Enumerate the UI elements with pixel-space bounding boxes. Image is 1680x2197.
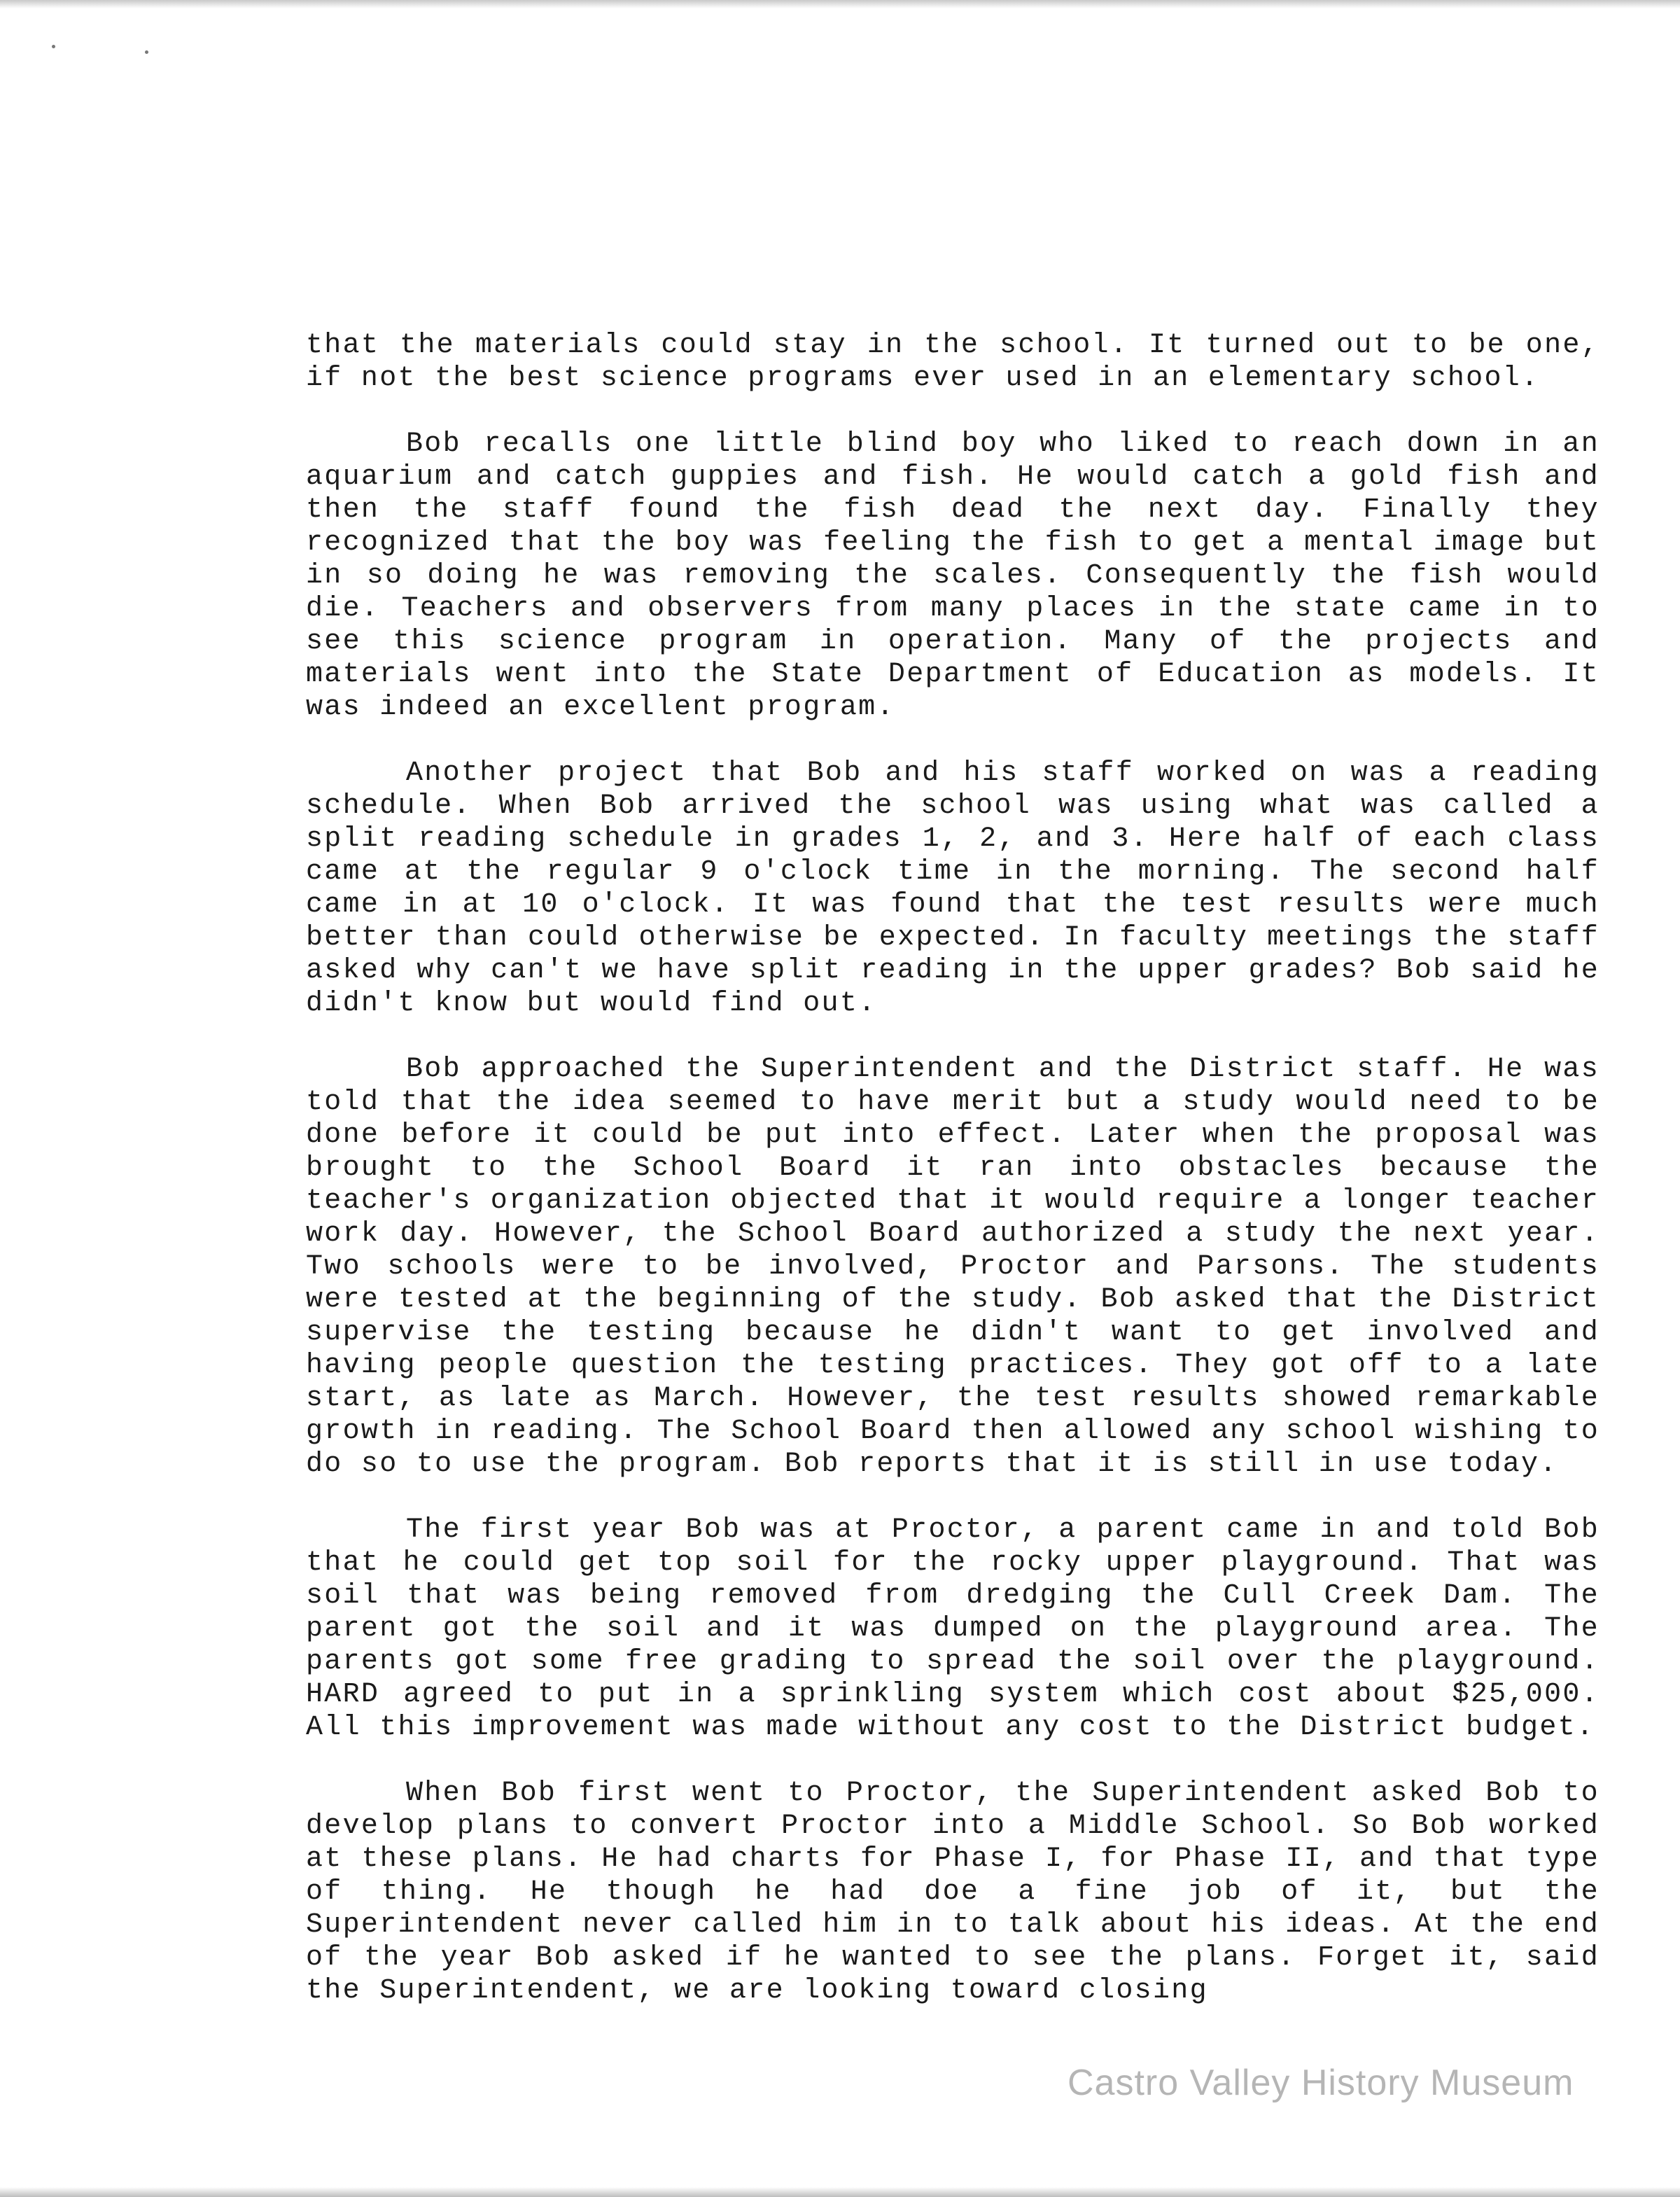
scan-speck [52,45,55,48]
paragraph-2: Bob recalls one little blind boy who liked to reach down in an aquarium and catch guppies and fish. He would catch a gold fish and then the staff found the fish dead the next day. Finally they recognized that the boy was feeling the fish to get a mental image but in so doing he was removing the scales. Consequently the fish would die. Teachers and observers from many places in the state came in to see this science program in operation. Many of the projects and materials went into the State Department of Education as models. It was indeed an excellent program. [306,428,1600,723]
scan-speck [145,50,148,54]
scan-top-edge [0,0,1680,8]
paragraph-5: The first year Bob was at Proctor, a parent came in and told Bob that he could get top soil for the rocky upper playground. That was soil that was being removed from dredging the Cull Creek Dam. The parent got the soil and it was dumped on the playground area. The parents got some free grading to spread the soil over the playground. HARD agreed to put in a sprinkling system which cost about $25,000. All this improvement was made without any cost to the District budget. [306,1514,1600,1743]
paragraph-3: Another project that Bob and his staff worked on was a reading schedule. When Bob arrived the school was using what was called a split reading schedule in grades 1, 2, and 3. Here half of each class came at the regular 9 o'clock time in the morning. The second half came in at 10 o'clock. It was found that the test results were much better than could otherwise be expected. In faculty meetings the staff asked why can't we have split reading in the upper grades? Bob said he didn't know but would find out. [306,758,1600,1019]
document-page [306,329,1600,2040]
paragraph-1: that the materials could stay in the school. It turned out to be one, if not the best science programs ever used in an elementary school. [306,330,1600,394]
scan-bottom-edge [0,2187,1680,2197]
paragraph-4: Bob approached the Superintendent and the District staff. He was told that the idea seemed to have merit but a study would need to be done before it could be put into effect. Later when the proposal was brought to the School Board it ran into obstacles because the teacher's organization objected that it would require a longer teacher work day. However, the School Board authorized a study the next year. Two schools were to be involved, Proctor and Parsons. The students were tested at the beginning of the study. Bob asked that the District supervise the testing because he didn't want to get involved and having people question the testing practices. They got off to a late start, as late as March. However, the test results showed remarkable growth in reading. The School Board then allowed any school wishing to do so to use the program. Bob reports that it is still in use today. [306,1054,1600,1480]
paragraph-6: When Bob first went to Proctor, the Superintendent asked Bob to develop plans to convert Proctor into a Middle School. So Bob worked at these plans. He had charts for Phase I, for Phase II, and that type of thing. He though he had doe a fine job of it, but the Superintendent never called him in to talk about his ideas. At the end of the year Bob asked if he wanted to see the plans. Forget it, said the Superintendent, we are looking toward closing [306,1778,1600,2007]
museum-watermark: Castro Valley History Museum [1068,2063,1574,2103]
